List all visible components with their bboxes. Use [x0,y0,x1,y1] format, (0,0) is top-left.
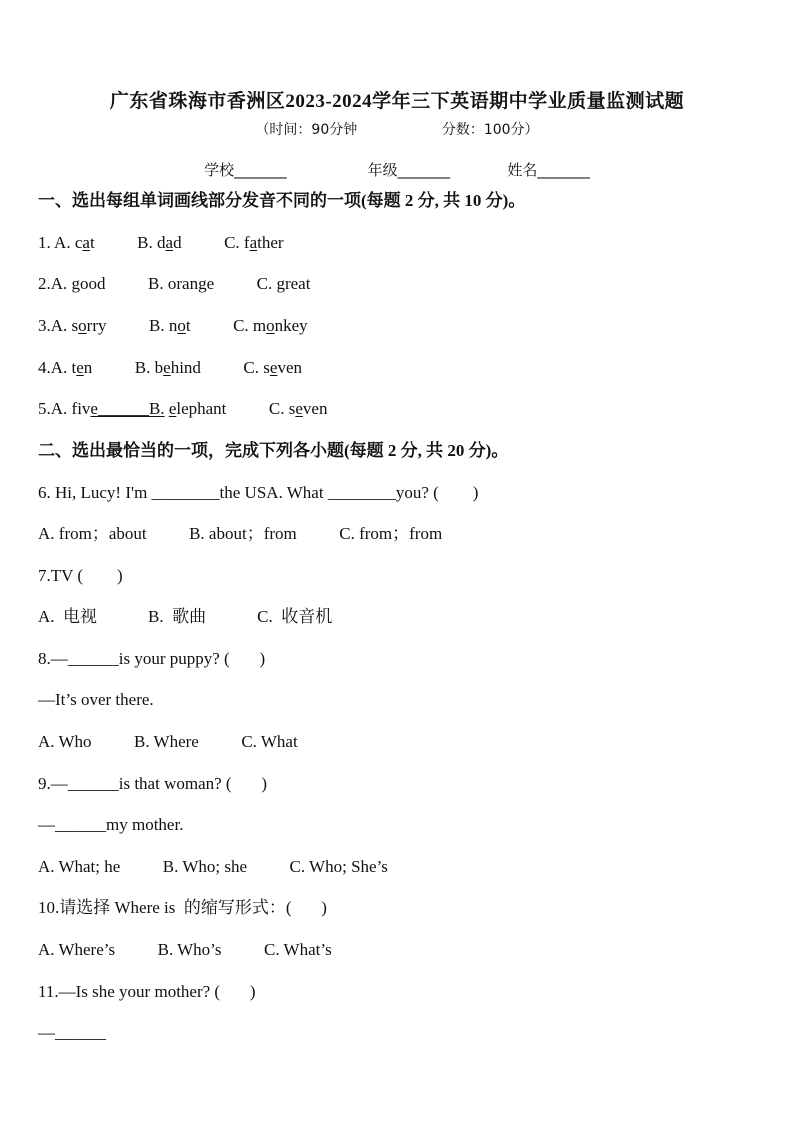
question-7: 7.TV ( ) [38,566,123,585]
question-10: 10.请选择 Where is 的缩写形式：( ) [38,898,327,917]
question-2: 2.A. good B. orange C. great [38,274,311,293]
score-label: 分数：100分） [441,122,539,138]
section2-heading: 二、选出最恰当的一项，完成下列各小题(每题 2 分, 共 20 分)。 [38,441,509,460]
name-field: 姓名_______ [507,161,590,179]
question-5: 5.A. five______B. elephant C. seven [38,399,328,418]
question-9-answer: —______my mother. [38,815,184,834]
question-7-options: A. 电视 B. 歌曲 C. 收音机 [38,607,333,626]
question-3: 3.A. sorry B. not C. monkey [38,316,308,335]
school-field: 学校_______ [204,161,287,179]
question-11: 11.—Is she your mother? ( ) [38,982,256,1001]
time-label: （时间：90分钟 [255,122,358,138]
question-6: 6. Hi, Lucy! I'm ________the USA. What ________you? ( ) [38,483,479,502]
question-10-options: A. Where’s B. Who’s C. What’s [38,940,332,959]
student-info-fields [0,159,794,180]
exam-info [0,119,794,139]
grade-field: 年级_______ [367,161,451,179]
page-title: 广东省珠海市香洲区2023-2024学年三下英语期中学业质量监测试题 [109,91,685,112]
question-8: 8.—______is your puppy? ( ) [38,649,266,668]
question-6-options: A. from；about B. about；from C. from；from [38,524,443,543]
question-8-answer: —It’s over there. [38,690,154,709]
section1-heading: 一、选出每组单词画线部分发音不同的一项(每题 2 分, 共 10 分)。 [38,191,526,210]
question-1: 1. A. cat B. dad C. father [38,233,284,252]
question-9: 9.—______is that woman? ( ) [38,774,267,793]
question-11-answer: —______ [38,1023,106,1042]
question-4: 4.A. ten B. behind C. seven [38,358,302,377]
question-8-options: A. Who B. Where C. What [38,732,298,751]
question-9-options: A. What; he B. Who; she C. Who; She’s [38,857,388,876]
